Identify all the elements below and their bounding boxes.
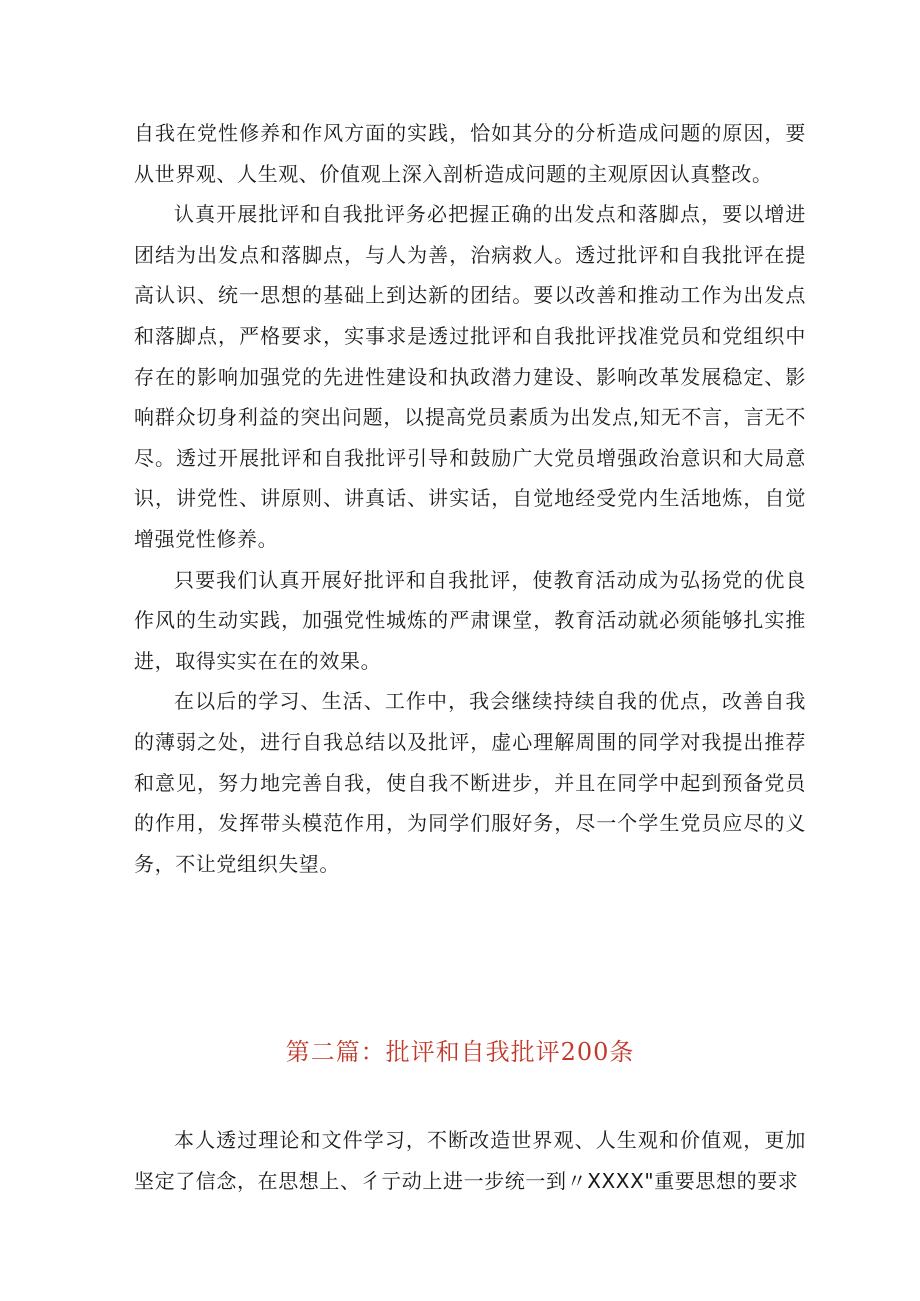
paragraph-4: 在以后的学习、生活、工作中，我会继续持续自我的优点，改善自我的薄弱之处，进行自我总结以及批评，虚心理解周围的同学对我提出推荐和意见，努力地完善自我，使自我不断进步，并且在同学中起到预备党员的作用，发挥带头模范作用，为同学们服好务，尽一个学生党员应尽的义务，不让党组织失望。 <box>134 689 806 876</box>
body-text-bottom <box>134 1120 806 1201</box>
section-heading: 第二篇：批评和自我批评200条 <box>285 1038 635 1066</box>
paragraph-1: 自我在党性修养和作风方面的实践，恰如其分的分析造成问题的原因，要从世界观、人生观、价值观上深入剖析造成问题的主观原因认真整改。 <box>134 121 806 186</box>
body-text-top <box>134 113 806 884</box>
paragraph-2: 认真开展批评和自我批评务必把握正确的出发点和落脚点，要以增进团结为出发点和落脚点，与人为善，治病救人。透过批评和自我批评在提高认识、统一思想的基础上到达新的团结。要以改善和推动工作为出发点和落脚点，严格要求，实事求是透过批评和自我批评找准党员和党组织中存在的影响加强党的先进性建设和执政潜力建设、影响改革发展稳定、影响群众切身利益的突出问题，以提高党员素质为出发点,知无不言，言无不尽。透过开展批评和自我批评引导和鼓励广大党员增强政治意识和大局意识，讲党性、讲原则、讲真话、讲实话，自觉地经受党内生活地炼，自觉增强党性修养。 <box>134 202 806 551</box>
paragraph-3: 只要我们认真开展好批评和自我批评，使教育活动成为弘扬党的优良作风的生动实践，加强党性城炼的严肃课堂，教育活动就必须能够扎实推进，取得实实在在的效果。 <box>134 567 806 673</box>
paragraph-5: 本人透过理论和文件学习，不断改造世界观、人生观和价值观，更加坚定了信念，在思想上、彳亍动上进一步统一到〃XXXX"重要思想的要求 <box>134 1128 806 1193</box>
